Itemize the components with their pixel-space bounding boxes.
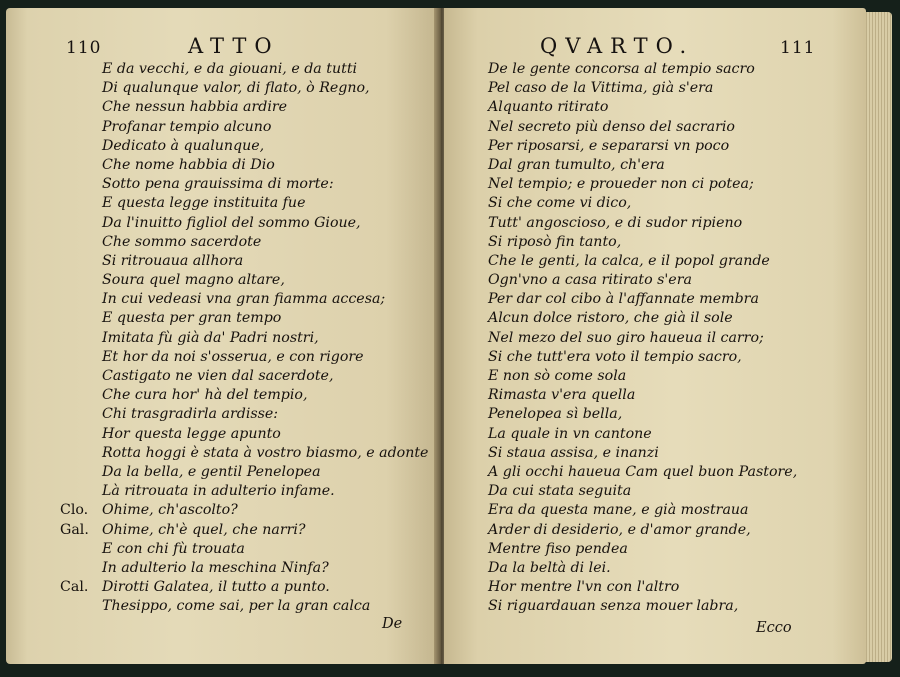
verse-line: Rimasta v'era quella	[488, 387, 636, 404]
verse-text: Che cura hor' hà del tempio,	[102, 387, 308, 404]
verse-line	[60, 79, 428, 98]
verse-line	[60, 348, 428, 367]
verse-line: Per dar col cibo à l'affannate membra	[488, 291, 759, 308]
verse-text: Là ritrouata in adulterio infame.	[102, 483, 335, 500]
verse-text: Da la bella, e gentil Penelopea	[102, 463, 321, 480]
verse-text: Dedicato à qualunque,	[102, 137, 265, 154]
verse-line: Da la beltà di lei.	[488, 559, 611, 576]
verse-line	[60, 482, 428, 501]
verse-line	[60, 521, 428, 540]
verse-text: Hor questa legge apunto	[102, 425, 281, 442]
verse-line	[60, 98, 428, 117]
verse-line	[60, 329, 428, 348]
verse-text: Castigato ne vien dal sacerdote,	[102, 368, 334, 384]
verse-line	[60, 405, 428, 424]
verse-line: Che le genti, la calca, e il popol grande	[488, 252, 770, 269]
verse-line: Hor mentre l'vn con l'altro	[488, 579, 680, 596]
verse-line	[60, 540, 428, 559]
right-running-head: QVARTO.	[540, 34, 695, 58]
verse-line	[60, 233, 428, 252]
verse-line: Alcun dolce ristoro, che già il sole	[488, 310, 733, 327]
page-edges	[864, 12, 892, 662]
speaker-label: Clo.	[60, 502, 89, 519]
verse-line: Si che tutt'era voto il tempio sacro,	[488, 348, 742, 365]
verse-line: E non sò come sola	[488, 368, 627, 384]
verse-line	[60, 386, 428, 405]
verse-line: Mentre fiso pendea	[488, 540, 628, 557]
verse-line	[60, 367, 428, 386]
verse-line: Si riposò fin tanto,	[488, 233, 622, 250]
verse-line: Nel secreto più denso del sacrario	[488, 118, 735, 135]
verse-text: Da l'inuitto figliol del sommo Gioue,	[102, 214, 361, 231]
verse-text: Sotto pena grauissima di morte:	[102, 176, 334, 193]
verse-text: Et hor da noi s'osserua, e con rigore	[102, 348, 364, 365]
right-catchword: Ecco	[756, 620, 792, 636]
verse-text: E con chi fù trouata	[102, 540, 245, 557]
verse-line: La quale in vn cantone	[488, 425, 652, 442]
left-page	[6, 8, 438, 664]
verse-line	[60, 559, 428, 578]
verse-line	[60, 252, 428, 271]
verse-line	[60, 214, 428, 233]
verse-line: Si che come vi dico,	[488, 195, 632, 212]
verse-line: Si riguardauan senza mouer labra,	[488, 598, 739, 615]
verse-line: Nel mezo del suo giro haueua il carro;	[488, 329, 764, 346]
verse-line	[60, 309, 428, 328]
verse-line	[60, 118, 428, 137]
verse-text: E questa per gran tempo	[102, 310, 282, 327]
verse-line	[60, 597, 428, 616]
verse-line: Arder di desiderio, e d'amor grande,	[488, 521, 751, 538]
speaker-label: Gal.	[60, 521, 89, 538]
verse-line: De le gente concorsa al tempio sacro	[488, 61, 755, 77]
verse-text: Ohime, ch'ascolto?	[102, 502, 238, 519]
verse-text: Profanar tempio alcuno	[102, 118, 272, 135]
verse-line	[60, 60, 428, 79]
left-verse-block	[60, 60, 428, 616]
verse-text: Che nessun habbia ardire	[102, 99, 288, 116]
verse-text: Dirotti Galatea, il tutto a punto.	[102, 579, 330, 596]
verse-line	[60, 290, 428, 309]
verse-text: Imitata fù già da' Padri nostri,	[102, 329, 319, 346]
verse-text: Soura quel magno altare,	[102, 272, 285, 289]
verse-text: In adulterio la meschina Ninfa?	[102, 559, 329, 576]
verse-line: Alquanto ritirato	[488, 99, 609, 116]
verse-text: Si ritrouaua allhora	[102, 252, 244, 269]
verse-line: Si staua assisa, e inanzi	[488, 444, 659, 461]
verse-line	[60, 501, 428, 520]
verse-line: Per riposarsi, e separarsi vn poco	[488, 137, 730, 154]
verse-line	[60, 156, 428, 175]
verse-line	[60, 175, 428, 194]
verse-line	[60, 578, 428, 597]
right-page	[444, 8, 866, 664]
verse-line: Da cui stata seguita	[488, 483, 632, 500]
verse-line	[60, 425, 428, 444]
verse-line: Nel tempio; e proueder non ci potea;	[488, 176, 754, 193]
verse-line	[60, 137, 428, 156]
right-page-number: 111	[780, 38, 816, 58]
left-running-head: ATTO	[188, 34, 280, 58]
verse-text: Thesippo, come sai, per la gran calca	[102, 598, 371, 615]
verse-text: Rotta hoggi è stata à vostro biasmo, e adonte	[102, 444, 429, 461]
right-verse-block	[488, 60, 797, 616]
verse-line: Penelopea sì bella,	[488, 406, 623, 423]
verse-line: A gli occhi haueua Cam quel buon Pastore,	[488, 463, 798, 480]
verse-line	[60, 463, 428, 482]
verse-text: Che sommo sacerdote	[102, 233, 262, 250]
verse-line	[60, 271, 428, 290]
speaker-label: Cal.	[60, 579, 89, 596]
verse-line	[60, 194, 428, 213]
verse-text: E da vecchi, e da giouani, e da tutti	[102, 61, 358, 77]
verse-line: Ogn'vno a casa ritirato s'era	[488, 272, 692, 289]
left-catchword: De	[382, 616, 403, 632]
verse-text: Chi trasgradirla ardisse:	[102, 406, 279, 423]
verse-line: Dal gran tumulto, ch'era	[488, 156, 665, 173]
verse-text: Che nome habbia di Dio	[102, 156, 275, 173]
verse-line	[60, 444, 428, 463]
verse-text: Di qualunque valor, di flato, ò Regno,	[102, 80, 370, 97]
verse-text: E questa legge instituita fue	[102, 195, 306, 212]
verse-line: Pel caso de la Vittima, già s'era	[488, 80, 714, 97]
left-page-number: 110	[66, 38, 102, 58]
verse-text: Ohime, ch'è quel, che narri?	[102, 521, 306, 538]
verse-text: In cui vedeasi vna gran fiamma accesa;	[102, 291, 386, 308]
verse-line: Tutt' angoscioso, e di sudor ripieno	[488, 214, 743, 231]
verse-line: Era da questa mane, e già mostraua	[488, 502, 749, 519]
